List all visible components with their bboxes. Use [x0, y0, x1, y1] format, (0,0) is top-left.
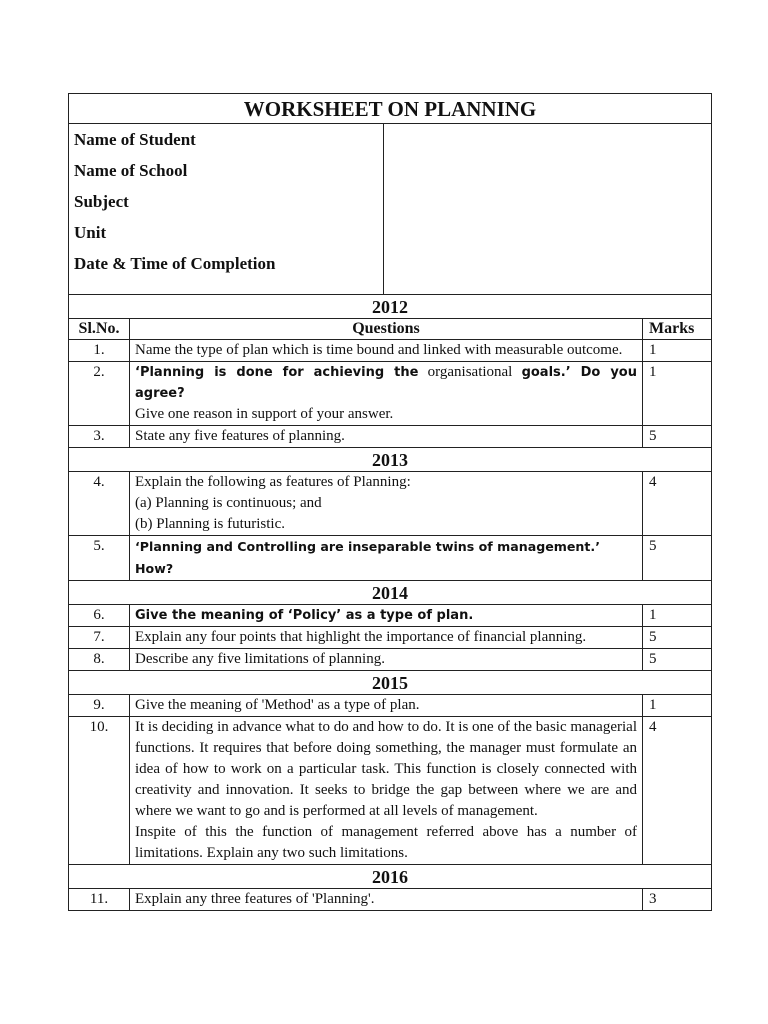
question-number: 11. — [69, 889, 130, 911]
question-number: 7. — [69, 627, 130, 649]
question-number: 3. — [69, 426, 130, 448]
question-number: 4. — [69, 472, 130, 536]
question-row — [69, 472, 712, 536]
year-heading-2015: 2015 — [69, 671, 712, 695]
question-row — [69, 649, 712, 671]
info-unit: Unit — [74, 223, 107, 242]
question-row — [69, 627, 712, 649]
worksheet-title: WORKSHEET ON PLANNING — [69, 94, 712, 124]
question-text-bold: ‘Planning and Controlling are inseparable twins of management.’ How? — [135, 539, 600, 576]
question-marks: 5 — [643, 426, 712, 448]
question-line-2: (a) Planning is continuous; and — [135, 495, 322, 511]
question-text-rest: Give one reason in support of your answer. — [135, 406, 394, 422]
worksheet — [68, 93, 711, 911]
question-marks: 5 — [643, 649, 712, 671]
question-text: Explain any four points that highlight the importance of financial planning. — [130, 627, 643, 649]
question-number: 10. — [69, 717, 130, 865]
question-text: Give the meaning of 'Method' as a type of plan. — [130, 695, 643, 717]
question-text-mid: organisational — [418, 364, 522, 380]
header-sl-no: Sl.No. — [69, 319, 130, 340]
question-text — [130, 472, 643, 536]
question-row — [69, 605, 712, 627]
question-text — [130, 362, 643, 426]
question-number: 9. — [69, 695, 130, 717]
question-row — [69, 695, 712, 717]
info-name-of-school: Name of School — [74, 161, 188, 180]
info-date-time: Date & Time of Completion — [74, 254, 276, 273]
question-marks: 1 — [643, 362, 712, 426]
question-row — [69, 889, 712, 911]
question-marks: 1 — [643, 605, 712, 627]
question-number: 8. — [69, 649, 130, 671]
question-number: 5. — [69, 536, 130, 581]
question-marks: 4 — [643, 717, 712, 865]
year-heading-2016: 2016 — [69, 865, 712, 889]
question-text — [130, 717, 643, 865]
student-info-answer-area[interactable] — [384, 124, 712, 295]
question-text — [130, 605, 643, 627]
question-marks: 3 — [643, 889, 712, 911]
question-row — [69, 340, 712, 362]
question-marks: 1 — [643, 340, 712, 362]
question-number: 6. — [69, 605, 130, 627]
question-text-bold: Give the meaning of ‘Policy’ as a type of plan. — [135, 608, 474, 623]
question-text: Explain any three features of 'Planning'. — [130, 889, 643, 911]
question-text: Name the type of plan which is time bound and linked with measurable outcome. — [130, 340, 643, 362]
question-marks: 5 — [643, 536, 712, 581]
question-row — [69, 362, 712, 426]
question-text: State any five features of planning. — [130, 426, 643, 448]
header-marks: Marks — [643, 319, 712, 340]
question-number: 1. — [69, 340, 130, 362]
question-line-3: (b) Planning is futuristic. — [135, 516, 285, 532]
question-text: Describe any five limitations of planning. — [130, 649, 643, 671]
header-questions: Questions — [130, 319, 643, 340]
question-row — [69, 426, 712, 448]
question-marks: 4 — [643, 472, 712, 536]
question-paragraph-2: Inspite of this the function of management referred above has a number of limitations. Explain any two such limitations. — [135, 824, 637, 861]
question-text — [130, 536, 643, 581]
worksheet-table — [68, 93, 712, 911]
question-row — [69, 536, 712, 581]
question-row — [69, 717, 712, 865]
question-text-bold-2: goals.’ Do you agree? — [135, 365, 637, 401]
year-heading-2013: 2013 — [69, 448, 712, 472]
question-marks: 5 — [643, 627, 712, 649]
question-line-1: Explain the following as features of Planning: — [135, 474, 411, 490]
question-text-bold: ‘Planning is done for achieving the — [135, 365, 419, 380]
question-paragraph-1: It is deciding in advance what to do and how to do. It is one of the basic managerial functions. It requires that before doing something, the manager must formulate an idea of how to work on a particular task. This function is closely connected with creativity and innovation. It seeks to bridge the gap between where we are and where we want to go and is performed at all levels of management. — [135, 719, 637, 819]
year-heading-2012: 2012 — [69, 295, 712, 319]
question-number: 2. — [69, 362, 130, 426]
info-name-of-student: Name of Student — [74, 130, 196, 149]
student-info-labels — [69, 124, 384, 295]
question-marks: 1 — [643, 695, 712, 717]
year-heading-2014: 2014 — [69, 581, 712, 605]
info-subject: Subject — [74, 192, 129, 211]
